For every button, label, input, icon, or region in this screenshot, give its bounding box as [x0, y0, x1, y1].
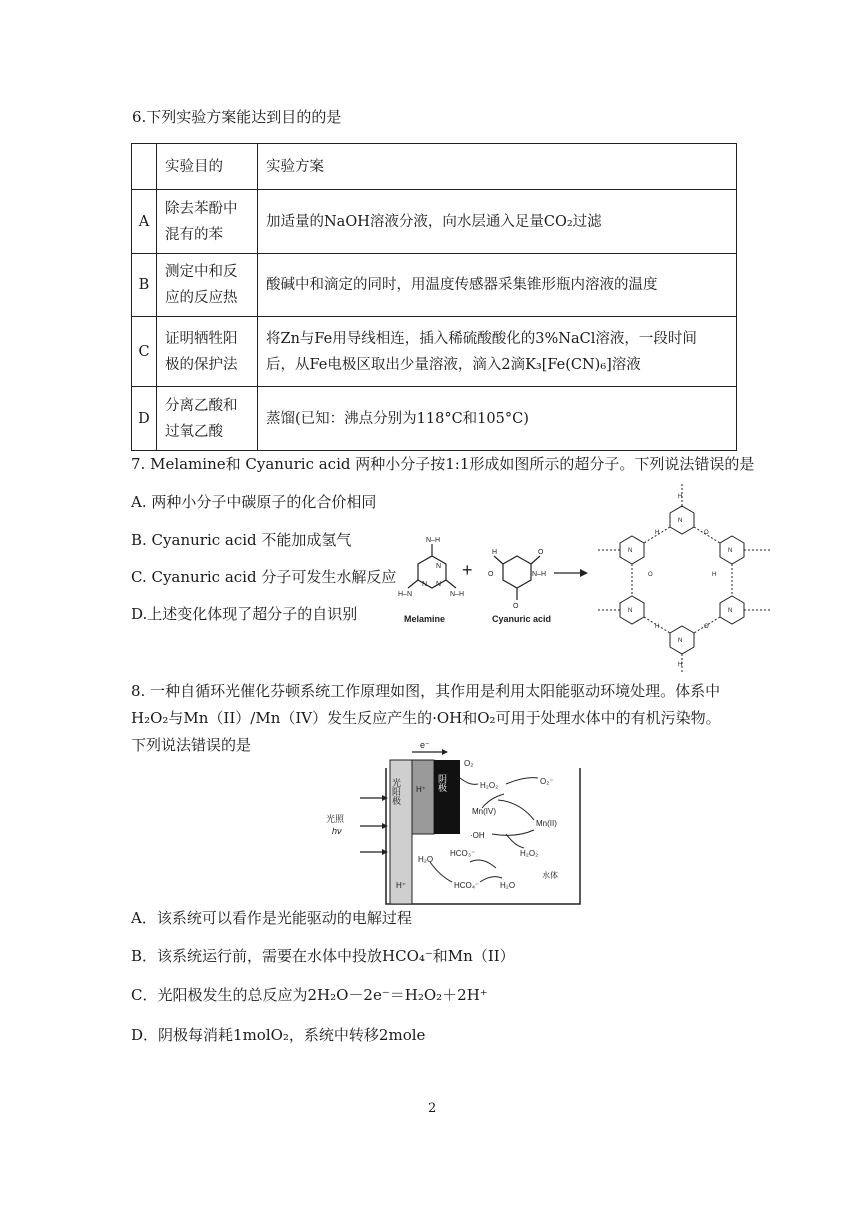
plan-line: 加适量的NaOH溶液分液，向水层通入足量CO₂过滤	[266, 213, 602, 230]
svg-text:O: O	[538, 549, 544, 556]
photocatalytic-system-figure	[320, 738, 590, 910]
species-label: Mn(II)	[536, 819, 557, 828]
purpose-line: 分离乙酸和	[165, 397, 238, 414]
svg-text:H: H	[678, 494, 683, 500]
photoanode-label: 光阳极	[391, 778, 401, 805]
plus-sign: +	[462, 560, 473, 580]
svg-text:H: H	[678, 662, 683, 668]
arrow-head-icon	[442, 749, 448, 755]
plan-cell	[258, 254, 737, 317]
species-label: H⁺	[396, 881, 406, 890]
hv-label: hν	[332, 826, 342, 836]
option-key: C	[132, 317, 157, 387]
table-header-cell: 实验目的	[157, 144, 258, 190]
species-label: H₂O₂	[520, 849, 539, 858]
plan-line: 蒸馏(已知：沸点分别为118°C和105°C)	[266, 410, 529, 427]
supramolecule-figure	[392, 476, 788, 676]
q8-option-b: B．该系统运行前，需要在水体中投放HCO₄⁻和Mn（II）	[131, 947, 515, 965]
plan-line: 将Zn与Fe用导线相连，插入稀硫酸酸化的3%NaCl溶液，一段时间	[266, 330, 697, 347]
melamine-label: Melamine	[404, 614, 446, 624]
svg-text:H: H	[655, 530, 660, 536]
purpose-line: 过氧乙酸	[165, 423, 223, 440]
species-label: H₂O	[418, 855, 434, 864]
purpose-cell	[157, 387, 258, 451]
plan-cell	[258, 387, 737, 451]
species-label: HCO₃⁻	[450, 849, 476, 858]
option-key: D	[132, 387, 157, 451]
cathode-label: 阴极	[437, 774, 447, 792]
table-row	[132, 190, 737, 254]
question-6-title: 6.下列实验方案能达到目的的是	[132, 108, 342, 126]
light-label: 光照	[326, 814, 345, 824]
svg-text:O: O	[704, 624, 709, 630]
plan-line: 后，从Fe电极区取出少量溶液，滴入2滴K₃[Fe(CN)₆]溶液	[266, 356, 641, 373]
option-key: B	[132, 254, 157, 317]
q7-option-a: A. 两种小分子中碳原子的化合价相同	[131, 493, 377, 511]
svg-text:N: N	[436, 563, 442, 570]
svg-text:N: N	[728, 608, 733, 614]
purpose-line: 除去苯酚中	[165, 200, 238, 217]
h-plus-label: H⁺	[416, 785, 426, 794]
svg-text:N: N	[728, 548, 733, 554]
purpose-line: 混有的苯	[165, 226, 223, 243]
question-8-stem-line: H₂O₂与Mn（II）/Mn（IV）发生反应产生的·OH和O₂可用于处理水体中的有机污染物。	[131, 709, 721, 727]
q7-option-b: B. Cyanuric acid 不能加成氢气	[131, 531, 352, 549]
svg-text:O: O	[704, 530, 709, 536]
svg-text:N: N	[678, 638, 683, 644]
purpose-line: 应的反应热	[165, 290, 238, 306]
svg-text:N: N	[422, 581, 428, 588]
water-body-label: 水体	[542, 871, 558, 880]
q8-option-c: C．光阳极发生的总反应为2H₂O－2e⁻＝H₂O₂＋2H⁺	[131, 986, 488, 1004]
arrow-head-icon	[580, 569, 588, 577]
species-label: HCO₄⁻	[454, 881, 480, 890]
svg-text:N–H: N–H	[426, 537, 441, 544]
svg-text:H: H	[655, 624, 660, 630]
purpose-cell	[157, 254, 258, 317]
svg-text:H–N: H–N	[398, 591, 413, 598]
svg-text:N: N	[436, 581, 442, 588]
question-7-stem: 7. Melamine和 Cyanuric acid 两种小分子按1:1形成如图所示的超分子。下列说法错误的是	[131, 455, 755, 473]
species-label: O₂⁻	[540, 777, 554, 786]
table-row	[132, 254, 737, 317]
species-label: ·OH	[470, 831, 485, 840]
cyanuric-acid-label: Cyanuric acid	[492, 614, 552, 624]
svg-text:H: H	[492, 549, 498, 556]
species-label: Mn(IV)	[472, 807, 496, 816]
svg-text:H: H	[712, 572, 717, 578]
cathode	[434, 760, 460, 834]
purpose-cell	[157, 190, 258, 254]
q7-option-d: D.上述变化体现了超分子的自识别	[131, 605, 358, 623]
svg-text:N: N	[628, 548, 633, 554]
purpose-cell	[157, 317, 258, 387]
svg-text:N: N	[678, 518, 683, 524]
q7-option-c: C. Cyanuric acid 分子可发生水解反应	[131, 568, 397, 586]
svg-text:O: O	[513, 603, 519, 610]
table-row	[132, 387, 737, 451]
species-label: H₂O₂	[480, 781, 499, 790]
question-8-stem-line: 下列说法错误的是	[131, 736, 252, 754]
q8-option-d: D．阴极每消耗1molO₂，系统中转移2mole	[131, 1026, 426, 1044]
supramolecule-network	[596, 482, 772, 672]
cyanuric-acid-structure	[494, 556, 540, 600]
table-header-cell	[132, 144, 157, 190]
table-header-cell: 实验方案	[258, 144, 737, 190]
plan-line: 酸碱中和滴定的同时，用温度传感器采集锥形瓶内溶液的温度	[266, 277, 658, 293]
species-label: H₂O	[500, 881, 516, 890]
svg-text:O: O	[488, 571, 494, 578]
table-row	[132, 317, 737, 387]
svg-text:N–H: N–H	[532, 571, 547, 578]
option-key: A	[132, 190, 157, 254]
q8-option-a: A．该系统可以看作是光能驱动的电解过程	[131, 909, 412, 927]
membrane-layer	[412, 760, 434, 834]
question-8-stem-line: 8. 一种自循环光催化芬顿系统工作原理如图，其作用是利用太阳能驱动环境处理。体系中	[131, 682, 721, 700]
plan-cell	[258, 317, 737, 387]
purpose-line: 极的保护法	[165, 356, 238, 373]
experiment-table	[131, 143, 737, 451]
plan-cell	[258, 190, 737, 254]
table-header-row	[132, 144, 737, 190]
svg-text:N–H: N–H	[450, 591, 465, 598]
page-number: 2	[428, 1101, 437, 1116]
purpose-line: 测定中和反	[165, 264, 238, 280]
electron-label: e⁻	[420, 740, 430, 750]
purpose-line: 证明牺牲阳	[165, 330, 238, 347]
species-label: O₂	[464, 759, 474, 768]
svg-text:N: N	[628, 608, 633, 614]
melamine-structure	[408, 544, 456, 588]
svg-text:O: O	[648, 572, 653, 578]
